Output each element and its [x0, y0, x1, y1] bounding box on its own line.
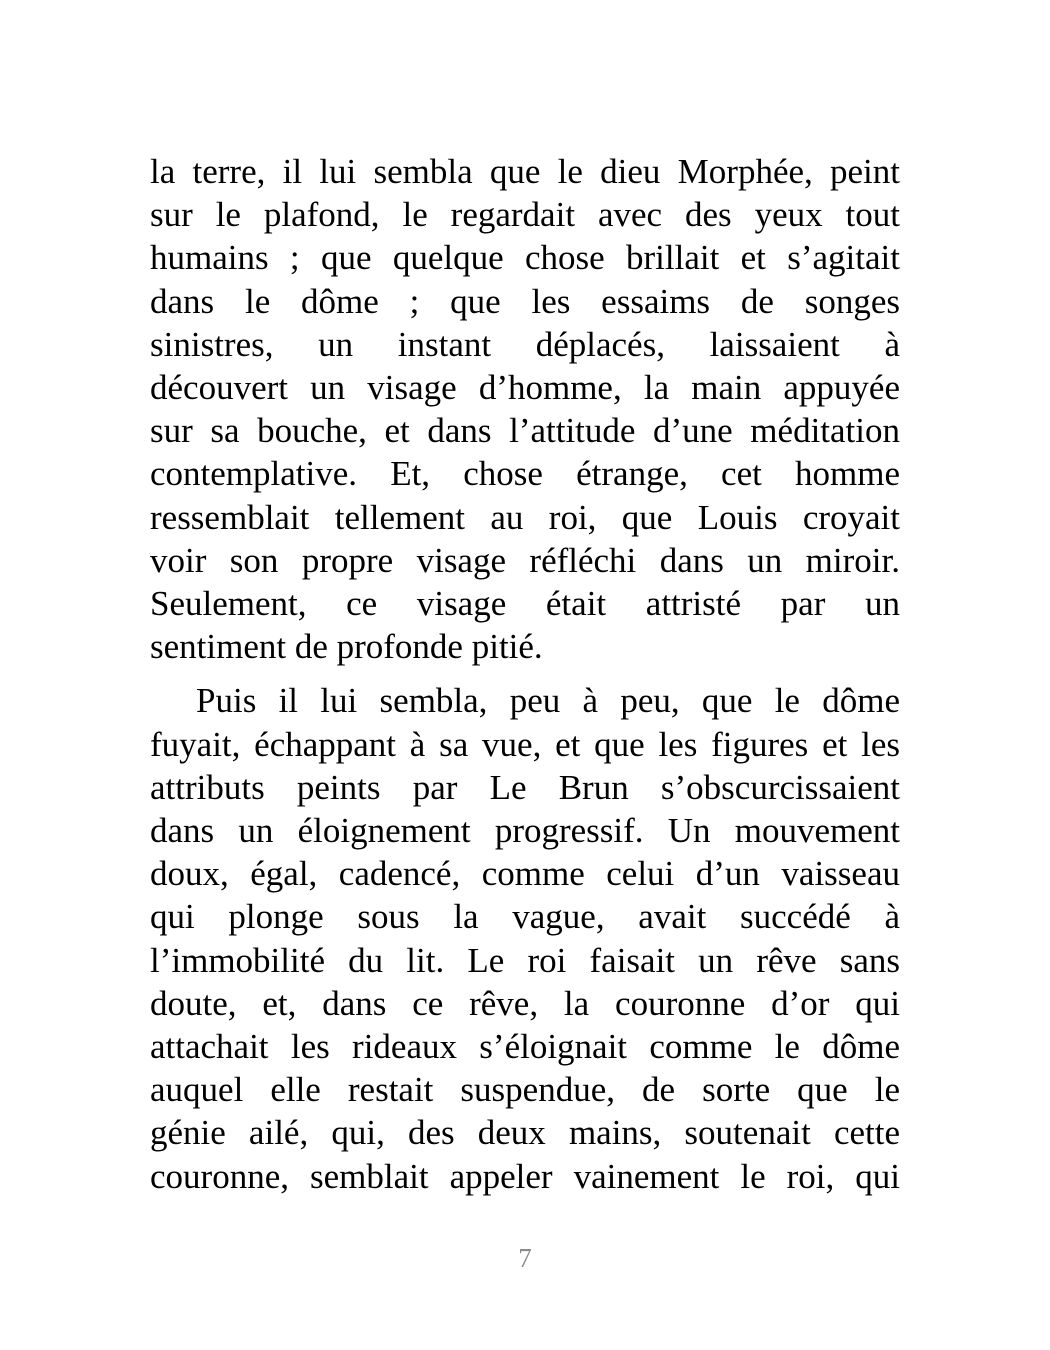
paragraph-1: [150, 150, 900, 668]
text-line: doute, et, dans ce rêve, la couronne d’or qui: [150, 983, 900, 1023]
text-line: génie ailé, qui, des deux mains, soutenait cette: [150, 1113, 900, 1153]
text-line: sur sa bouche, et dans l’attitude d’une méditation: [150, 411, 900, 451]
text-line: Puis il lui sembla, peu à peu, que le dôme: [196, 681, 900, 721]
text-line: auquel elle restait suspendue, de sorte que le: [150, 1070, 900, 1110]
text-line: sinistres, un instant déplacés, laissaient à: [150, 324, 900, 364]
text-line: la terre, il lui sembla que le dieu Morphée, peint: [150, 152, 900, 191]
text-line: qui plonge sous la vague, avait succédé à: [150, 897, 900, 937]
text-line: sur le plafond, le regardait avec des yeux tout: [150, 195, 900, 235]
text-line: voir son propre visage réfléchi dans un miroir.: [150, 540, 900, 580]
text-line: Seulement, ce visage était attristé par un: [150, 584, 900, 624]
text-line: dans un éloignement progressif. Un mouvement: [150, 811, 900, 851]
page-number: 7: [518, 1243, 532, 1273]
text-line: l’immobilité du lit. Le roi faisait un rêve sans: [150, 940, 900, 980]
text-line: sentiment de profonde pitié.: [150, 627, 543, 667]
text-line: attachait les rideaux s’éloignait comme le dôme: [150, 1027, 900, 1067]
text-line: fuyait, échappant à sa vue, et que les figures et les: [150, 724, 900, 764]
text-line: découvert un visage d’homme, la main appuyée: [150, 368, 900, 408]
text-line: doux, égal, cadencé, comme celui d’un vaisseau: [150, 854, 900, 894]
text-line: couronne, semblait appeler vainement le roi, qui: [150, 1156, 900, 1196]
body-text: [150, 150, 900, 1198]
text-line: contemplative. Et, chose étrange, cet homme: [150, 454, 900, 494]
paragraph-2: [150, 679, 900, 1197]
text-line: humains ; que quelque chose brillait et s’agitait: [150, 238, 900, 278]
text-line: ressemblait tellement au roi, que Louis croyait: [150, 497, 900, 537]
text-line: attributs peints par Le Brun s’obscurcissaient: [150, 767, 900, 807]
text-line: dans le dôme ; que les essaims de songes: [150, 281, 900, 321]
